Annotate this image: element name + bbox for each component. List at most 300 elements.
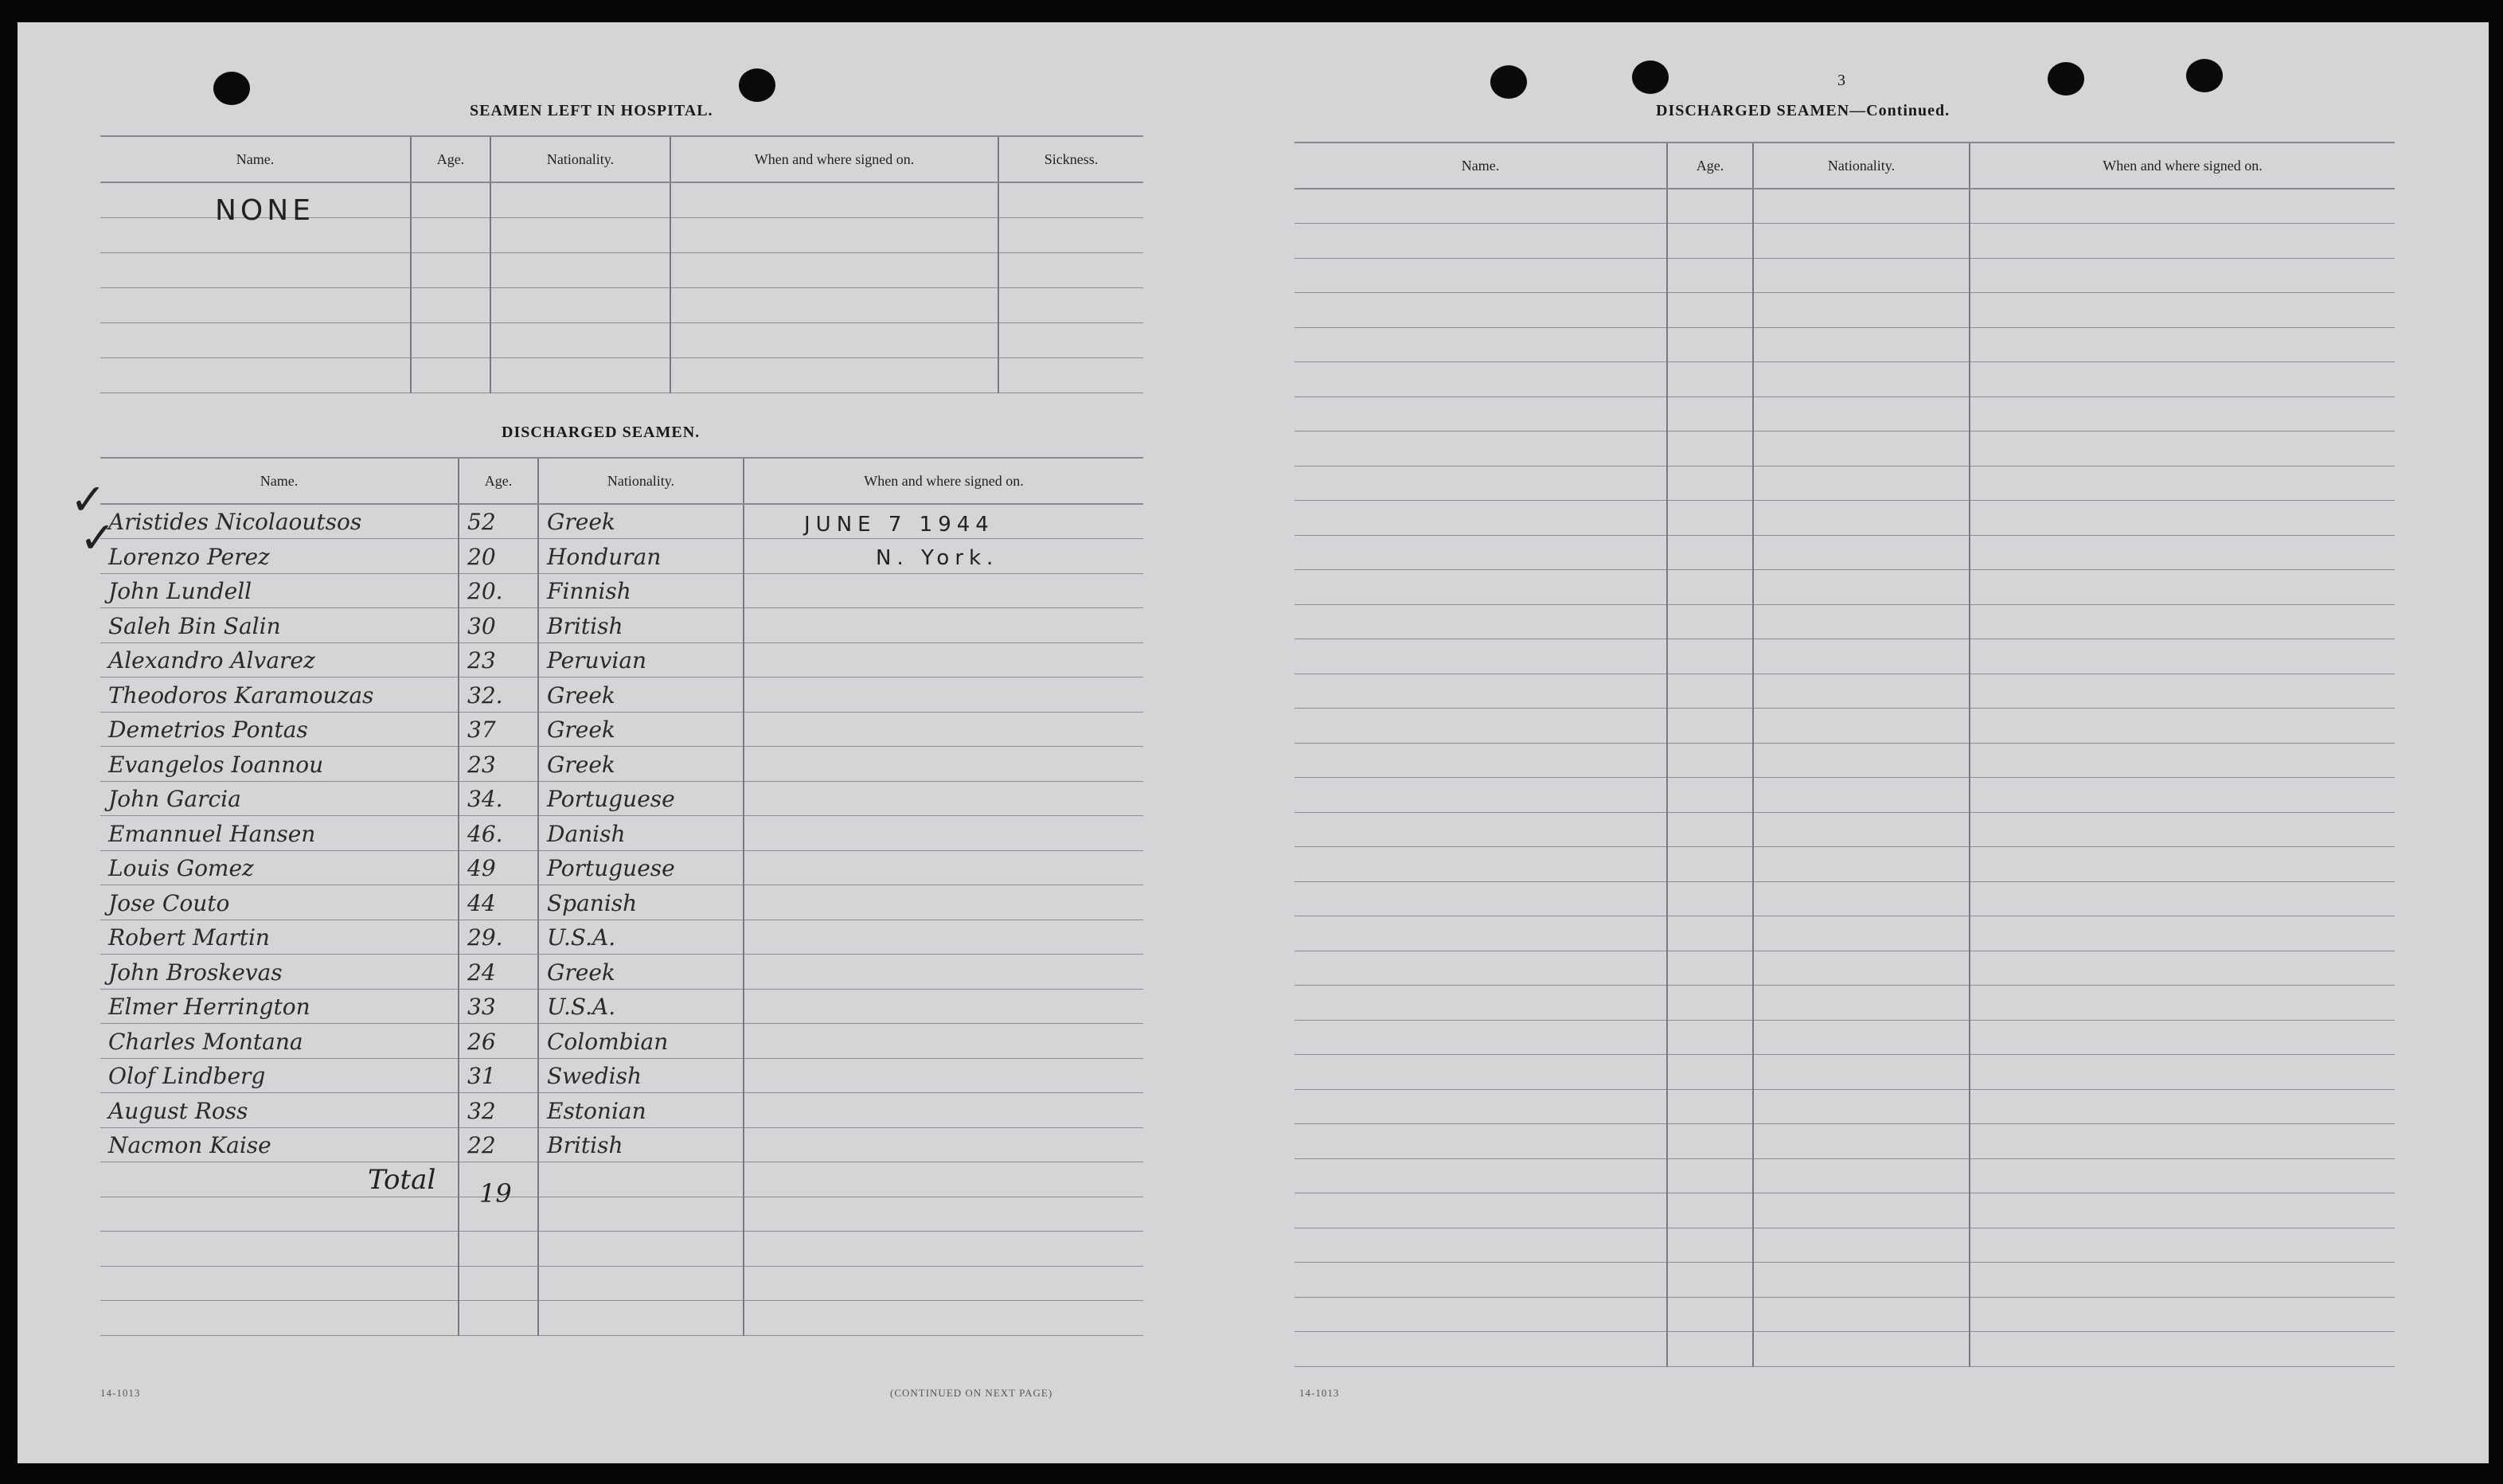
table-row (100, 1127, 1143, 1162)
blank-cell (1294, 986, 1667, 1021)
blank-cell (1294, 501, 1667, 536)
blank-cell (1667, 743, 1753, 778)
seaman-nationality: Peruvian (538, 642, 744, 678)
col-signed-header: When and where signed on. (1970, 143, 2395, 189)
blank-cell (1294, 812, 1667, 847)
blank-cell (1667, 778, 1753, 813)
blank-cell (1970, 778, 2395, 813)
blank-cell (744, 1232, 1143, 1267)
seaman-name: Evangelos Ioannou (100, 747, 459, 782)
blank-cell (1294, 570, 1667, 605)
total-label: Total (368, 1164, 436, 1196)
blank-cell (1294, 1263, 1667, 1298)
blank-cell (1294, 293, 1667, 328)
seaman-nationality: British (538, 608, 744, 643)
blank-cell (1667, 847, 1753, 882)
seaman-nationality: U.S.A. (538, 989, 744, 1024)
signed-on-date: JUNE 7 1944 (804, 513, 994, 537)
seaman-age: 23 (459, 642, 538, 678)
col-signed-header: When and where signed on. (744, 458, 1143, 504)
seaman-name: John Garcia (100, 781, 459, 816)
table-row (1294, 1228, 2395, 1263)
table-row (1294, 1332, 2395, 1367)
hospital-none-entry: NONE (215, 194, 314, 227)
seaman-name: Aristides Nicolaoutsos (100, 504, 459, 539)
seaman-nationality: Greek (538, 955, 744, 990)
table-row (1294, 535, 2395, 570)
table-row (100, 850, 1143, 885)
table-row (1294, 709, 2395, 744)
blank-cell (1753, 709, 1970, 744)
table-row (100, 1058, 1143, 1093)
blank-cell (744, 573, 1143, 608)
blank-cell (1970, 432, 2395, 467)
blank-cell (1970, 293, 2395, 328)
blank-cell (1753, 1228, 1970, 1263)
col-name-header: Name. (100, 458, 459, 504)
blank-cell (1970, 1332, 2395, 1367)
seaman-age: 26 (459, 1024, 538, 1059)
blank-cell (1970, 1193, 2395, 1228)
col-signed-header: When and where signed on. (670, 136, 998, 182)
seaman-name: Alexandro Alvarez (100, 642, 459, 678)
blank-cell (1753, 778, 1970, 813)
blank-cell (744, 920, 1143, 955)
blank-cell (744, 816, 1143, 851)
seaman-name: Nacmon Kaise (100, 1127, 459, 1162)
blank-cell (1753, 1124, 1970, 1159)
seaman-age: 30 (459, 608, 538, 643)
seaman-name: Charles Montana (100, 1024, 459, 1059)
table-row (100, 322, 1143, 357)
seaman-age: 20. (459, 573, 538, 608)
table-row (1294, 916, 2395, 951)
blank-cell (1970, 674, 2395, 709)
blank-cell (1970, 1055, 2395, 1090)
blank-cell (1667, 396, 1753, 432)
col-nationality-header: Nationality. (1753, 143, 1970, 189)
punch-hole (213, 72, 250, 105)
blank-cell (1294, 639, 1667, 674)
blank-cell (1294, 1193, 1667, 1228)
seaman-age: 31 (459, 1058, 538, 1093)
table-row (100, 1232, 1143, 1267)
form-number: 14-1013 (100, 1387, 141, 1399)
blank-cell (1294, 1332, 1667, 1367)
table-row (100, 357, 1143, 392)
punch-hole (2048, 62, 2084, 96)
blank-cell (1753, 327, 1970, 362)
blank-cell (1667, 501, 1753, 536)
blank-cell (1294, 881, 1667, 916)
blank-cell (1970, 224, 2395, 259)
table-row (100, 920, 1143, 955)
blank-cell (538, 1232, 744, 1267)
seaman-age: 22 (459, 1127, 538, 1162)
signed-on-place: N. York. (876, 546, 999, 570)
blank-cell (1667, 224, 1753, 259)
table-row (100, 781, 1143, 816)
col-name-header: Name. (1294, 143, 1667, 189)
blank-cell (1970, 916, 2395, 951)
table-row (1294, 1263, 2395, 1298)
discharged-rows (100, 504, 1143, 1335)
table-row (100, 573, 1143, 608)
seaman-age: 24 (459, 955, 538, 990)
table-row (1294, 881, 2395, 916)
blank-cell (1294, 604, 1667, 639)
table-row (1294, 847, 2395, 882)
table-row (100, 816, 1143, 851)
blank-cell (1753, 951, 1970, 986)
blank-cell (1753, 1263, 1970, 1298)
table-row (1294, 258, 2395, 293)
continued-note: (CONTINUED ON NEXT PAGE) (890, 1387, 1053, 1399)
blank-cell (1753, 396, 1970, 432)
blank-cell (1753, 570, 1970, 605)
blank-cell (1667, 1332, 1753, 1367)
seaman-nationality: British (538, 1127, 744, 1162)
blank-cell (1970, 1089, 2395, 1124)
blank-cell (1753, 604, 1970, 639)
blank-cell (1667, 1228, 1753, 1263)
blank-cell (1970, 1020, 2395, 1055)
table-row (1294, 986, 2395, 1021)
seaman-name: Demetrios Pontas (100, 712, 459, 747)
blank-cell (744, 989, 1143, 1024)
blank-cell (1294, 1124, 1667, 1159)
blank-cell (1667, 1124, 1753, 1159)
blank-cell (1294, 466, 1667, 501)
table-row (100, 642, 1143, 678)
seaman-name: John Lundell (100, 573, 459, 608)
blank-cell (1667, 327, 1753, 362)
seaman-age: 34. (459, 781, 538, 816)
blank-cell (1667, 674, 1753, 709)
table-row (1294, 362, 2395, 397)
blank-cell (1753, 1020, 1970, 1055)
blank-cell (1970, 466, 2395, 501)
blank-cell (1753, 293, 1970, 328)
blank-cell (744, 1197, 1143, 1232)
blank-cell (1970, 1124, 2395, 1159)
blank-cell (1970, 327, 2395, 362)
blank-cell (744, 642, 1143, 678)
table-row (100, 1093, 1143, 1128)
punch-hole (1632, 61, 1669, 94)
blank-cell (744, 885, 1143, 920)
table-row (1294, 1055, 2395, 1090)
blank-cell (1753, 189, 1970, 224)
blank-cell (1294, 362, 1667, 397)
blank-cell (1667, 604, 1753, 639)
punch-hole (2186, 59, 2223, 92)
table-row (100, 885, 1143, 920)
blank-cell (538, 1301, 744, 1336)
blank-cell (1667, 535, 1753, 570)
blank-cell (1294, 1158, 1667, 1193)
punch-hole (739, 68, 775, 102)
blank-cell (1970, 1158, 2395, 1193)
seaman-age: 46. (459, 816, 538, 851)
blank-cell (459, 1301, 538, 1336)
blank-cell (744, 1266, 1143, 1301)
blank-cell (1294, 432, 1667, 467)
blank-cell (1294, 951, 1667, 986)
blank-cell (1970, 396, 2395, 432)
blank-cell (1667, 709, 1753, 744)
blank-cell (100, 1266, 459, 1301)
blank-cell (1753, 916, 1970, 951)
discharged-continued-heading: DISCHARGED SEAMEN—Continued. (1656, 102, 1950, 119)
hospital-table (100, 135, 1143, 393)
blank-cell (1970, 847, 2395, 882)
blank-cell (1294, 709, 1667, 744)
blank-cell (1294, 535, 1667, 570)
blank-cell (744, 1127, 1143, 1162)
seaman-age: 33 (459, 989, 538, 1024)
col-sickness-header: Sickness. (998, 136, 1143, 182)
table-row (100, 989, 1143, 1024)
seaman-name: Emannuel Hansen (100, 816, 459, 851)
blank-cell (744, 781, 1143, 816)
seaman-nationality: Greek (538, 678, 744, 713)
blank-cell (538, 1197, 744, 1232)
seaman-age: 29. (459, 920, 538, 955)
blank-cell (1753, 743, 1970, 778)
blank-cell (1667, 1089, 1753, 1124)
blank-cell (1753, 1332, 1970, 1367)
blank-cell (1667, 1055, 1753, 1090)
seaman-nationality: Colombian (538, 1024, 744, 1059)
discharged-continued-rows (1294, 189, 2395, 1366)
blank-cell (744, 1058, 1143, 1093)
table-row (1294, 189, 2395, 224)
blank-cell (1970, 709, 2395, 744)
table-row (100, 1024, 1143, 1059)
blank-cell (1294, 743, 1667, 778)
blank-cell (1294, 1297, 1667, 1332)
blank-cell (1753, 986, 1970, 1021)
blank-cell (1667, 1158, 1753, 1193)
blank-cell (1970, 604, 2395, 639)
blank-cell (1753, 1089, 1970, 1124)
blank-cell (1753, 847, 1970, 882)
table-row (1294, 432, 2395, 467)
blank-cell (1753, 466, 1970, 501)
seaman-nationality: Portuguese (538, 781, 744, 816)
blank-cell (1294, 258, 1667, 293)
table-row (100, 1266, 1143, 1301)
table-row (100, 287, 1143, 322)
blank-cell (1753, 881, 1970, 916)
seaman-age: 20 (459, 539, 538, 574)
col-age-header: Age. (411, 136, 490, 182)
blank-cell (744, 1024, 1143, 1059)
blank-cell (1667, 258, 1753, 293)
blank-cell (538, 1162, 744, 1197)
seaman-name: Louis Gomez (100, 850, 459, 885)
blank-cell (1667, 986, 1753, 1021)
blank-cell (1970, 639, 2395, 674)
blank-cell (744, 678, 1143, 713)
blank-cell (100, 1301, 459, 1336)
table-row (1294, 743, 2395, 778)
col-nationality-header: Nationality. (490, 136, 670, 182)
table-row (100, 252, 1143, 287)
blank-cell (1667, 1263, 1753, 1298)
blank-cell (1667, 639, 1753, 674)
table-row (1294, 224, 2395, 259)
table-row (1294, 1089, 2395, 1124)
blank-cell (744, 712, 1143, 747)
blank-cell (1970, 258, 2395, 293)
discharged-heading: DISCHARGED SEAMEN. (502, 424, 701, 441)
blank-cell (1753, 501, 1970, 536)
blank-cell (744, 850, 1143, 885)
blank-cell (1970, 881, 2395, 916)
blank-cell (1294, 778, 1667, 813)
seaman-nationality: Estonian (538, 1093, 744, 1128)
seaman-nationality: Finnish (538, 573, 744, 608)
table-row (1294, 327, 2395, 362)
blank-cell (1667, 951, 1753, 986)
blank-cell (1667, 1193, 1753, 1228)
discharged-table (100, 457, 1143, 1336)
blank-cell (459, 1266, 538, 1301)
table-row (1294, 674, 2395, 709)
seaman-nationality: Greek (538, 747, 744, 782)
seaman-age: 52 (459, 504, 538, 539)
blank-cell (1294, 189, 1667, 224)
blank-cell (1294, 916, 1667, 951)
table-row (100, 1197, 1143, 1232)
table-row (1294, 1020, 2395, 1055)
blank-cell (1970, 951, 2395, 986)
blank-cell (1753, 639, 1970, 674)
col-nationality-header: Nationality. (538, 458, 744, 504)
discharged-continued-table (1294, 142, 2395, 1367)
blank-cell (1667, 432, 1753, 467)
blank-cell (100, 1197, 459, 1232)
blank-cell (1294, 1228, 1667, 1263)
table-row (100, 1301, 1143, 1336)
blank-cell (1667, 362, 1753, 397)
blank-cell (744, 747, 1143, 782)
blank-cell (1970, 362, 2395, 397)
blank-cell (744, 608, 1143, 643)
blank-cell (1970, 189, 2395, 224)
blank-cell (744, 1093, 1143, 1128)
seaman-age: 32. (459, 678, 538, 713)
blank-cell (1970, 812, 2395, 847)
blank-cell (1753, 674, 1970, 709)
table-row (1294, 778, 2395, 813)
table-row (100, 1162, 1143, 1197)
blank-cell (1753, 1193, 1970, 1228)
table-row (100, 955, 1143, 990)
blank-cell (1667, 1297, 1753, 1332)
table-row (1294, 812, 2395, 847)
blank-cell (744, 955, 1143, 990)
seaman-name: Jose Couto (100, 885, 459, 920)
blank-cell (1753, 362, 1970, 397)
seaman-age: 49 (459, 850, 538, 885)
blank-cell (1667, 916, 1753, 951)
blank-cell (1753, 535, 1970, 570)
seaman-nationality: Honduran (538, 539, 744, 574)
blank-cell (1753, 432, 1970, 467)
seaman-age: 32 (459, 1093, 538, 1128)
checkmark-icon: ✓ (80, 513, 116, 563)
hospital-heading: SEAMEN LEFT IN HOSPITAL. (470, 102, 713, 119)
seaman-name: John Broskevas (100, 955, 459, 990)
blank-cell (1667, 1020, 1753, 1055)
table-row (1294, 1158, 2395, 1193)
seaman-name: Olof Lindberg (100, 1058, 459, 1093)
seaman-age: 44 (459, 885, 538, 920)
seaman-nationality: Portuguese (538, 850, 744, 885)
table-row (1294, 466, 2395, 501)
table-row (1294, 293, 2395, 328)
blank-cell (459, 1232, 538, 1267)
blank-cell (100, 1232, 459, 1267)
blank-cell (744, 1301, 1143, 1336)
blank-cell (1753, 258, 1970, 293)
blank-cell (1667, 466, 1753, 501)
blank-cell (1970, 986, 2395, 1021)
blank-cell (1753, 1158, 1970, 1193)
seaman-name: Lorenzo Perez (100, 539, 459, 574)
blank-cell (1753, 224, 1970, 259)
checkmark-icon: ✓ (70, 474, 107, 525)
seaman-name: Saleh Bin Salin (100, 608, 459, 643)
blank-cell (1667, 881, 1753, 916)
col-name-header: Name. (100, 136, 411, 182)
table-row (1294, 1193, 2395, 1228)
table-row (100, 712, 1143, 747)
seaman-name: Robert Martin (100, 920, 459, 955)
table-row (1294, 951, 2395, 986)
seaman-nationality: Greek (538, 712, 744, 747)
blank-cell (1294, 847, 1667, 882)
blank-cell (1753, 1055, 1970, 1090)
blank-cell (1970, 570, 2395, 605)
blank-cell (538, 1266, 744, 1301)
blank-cell (1294, 224, 1667, 259)
table-row (100, 747, 1143, 782)
seaman-name: Elmer Herrington (100, 989, 459, 1024)
blank-cell (1667, 293, 1753, 328)
blank-cell (1753, 812, 1970, 847)
table-row (1294, 570, 2395, 605)
blank-cell (1753, 1297, 1970, 1332)
blank-cell (1667, 812, 1753, 847)
blank-cell (1667, 189, 1753, 224)
blank-cell (1294, 327, 1667, 362)
blank-cell (1294, 1089, 1667, 1124)
blank-cell (744, 1162, 1143, 1197)
seaman-nationality: U.S.A. (538, 920, 744, 955)
form-number: 14-1013 (1299, 1387, 1340, 1399)
page-number: 3 (1837, 72, 1845, 89)
seaman-nationality: Swedish (538, 1058, 744, 1093)
blank-cell (1294, 1055, 1667, 1090)
blank-cell (1294, 674, 1667, 709)
seaman-age: 37 (459, 712, 538, 747)
blank-cell (1970, 535, 2395, 570)
blank-cell (1970, 1263, 2395, 1298)
